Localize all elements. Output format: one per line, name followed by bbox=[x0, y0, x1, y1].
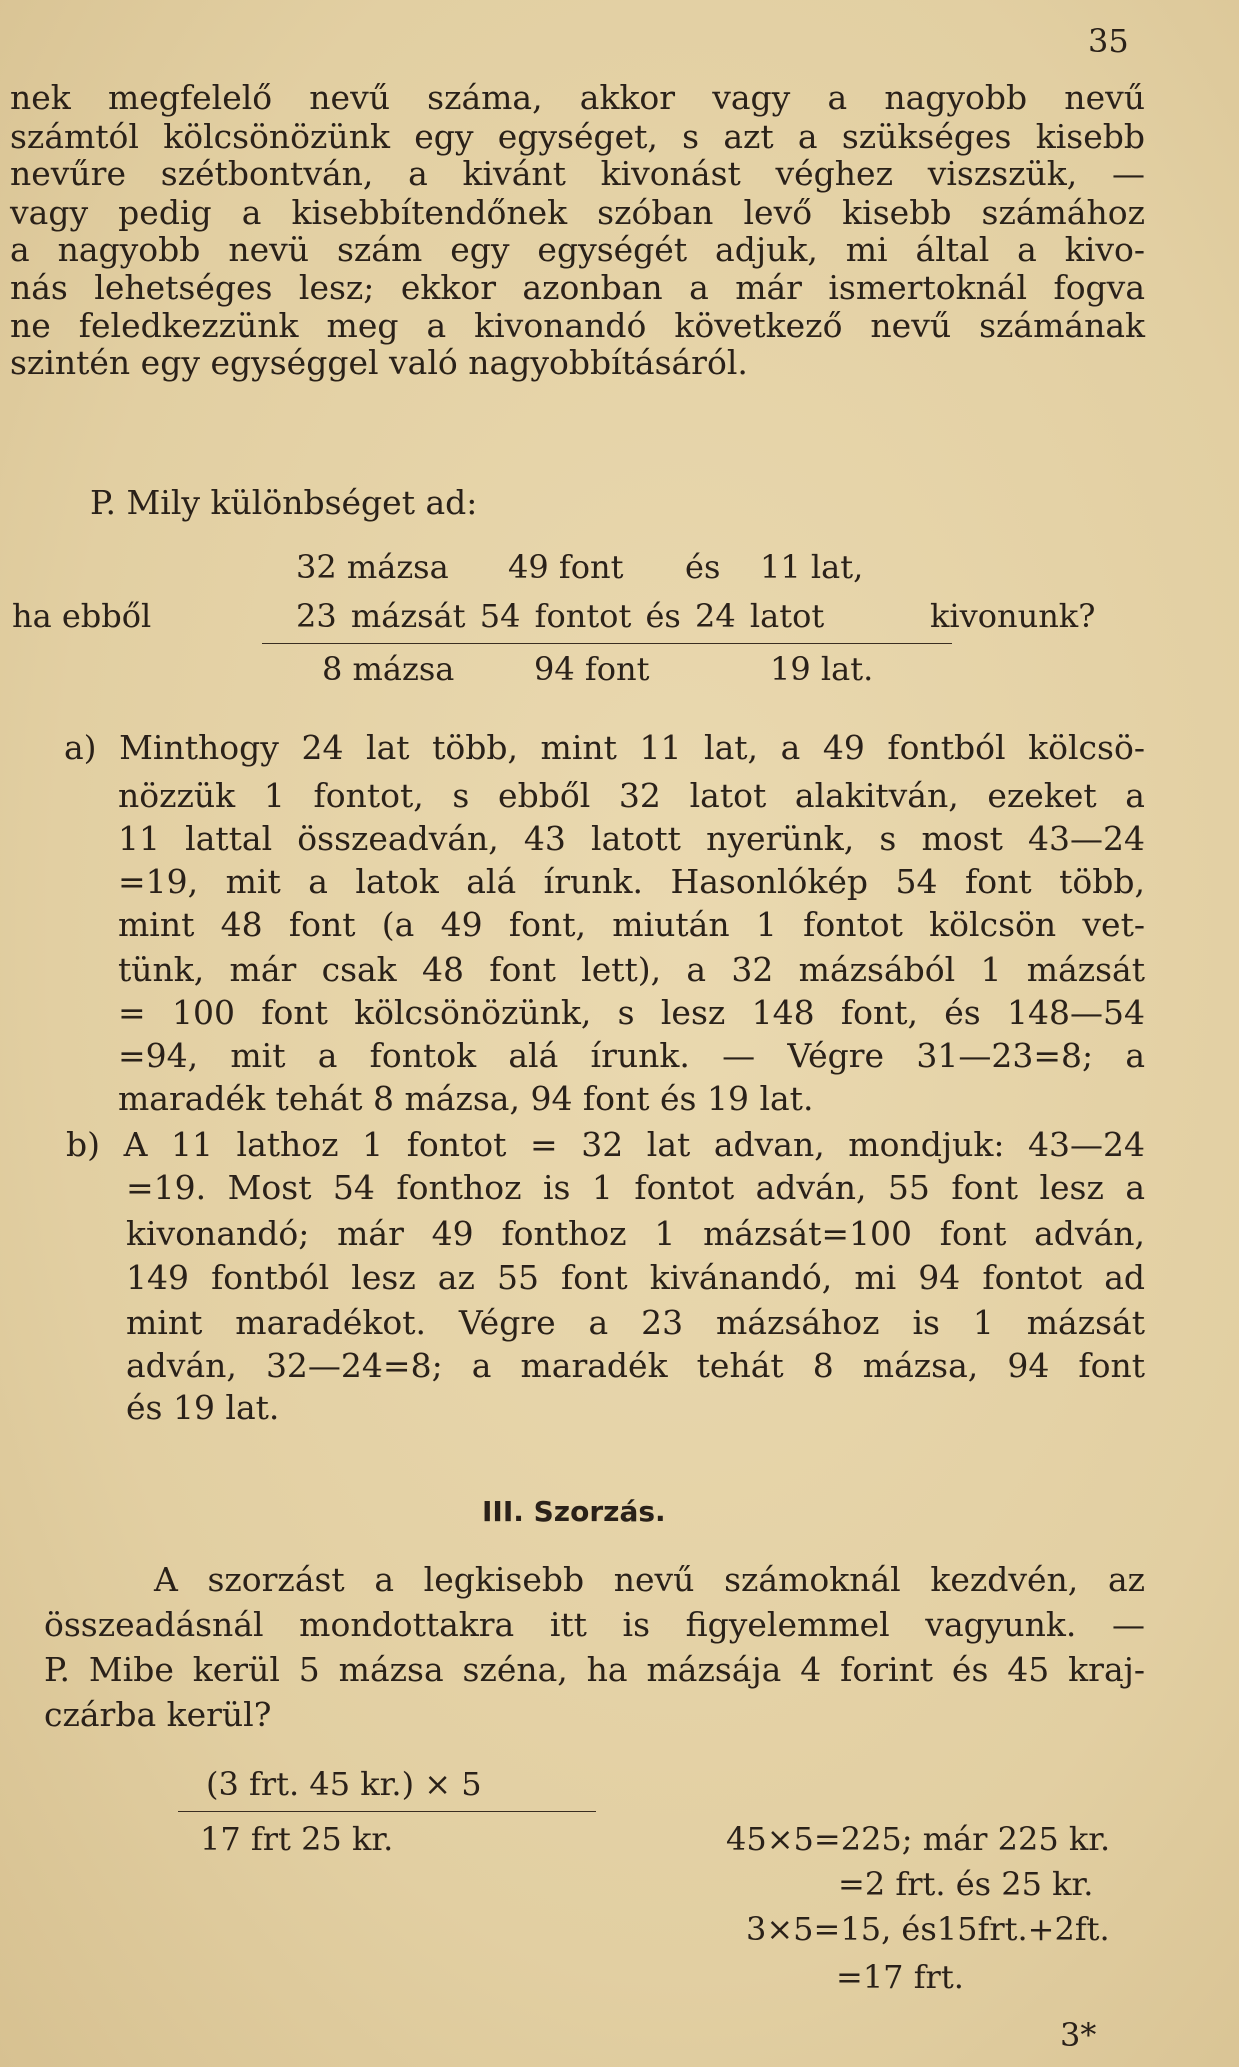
text-line: tünk, már csak 48 font lett), a 32 mázsából 1 mázsát bbox=[118, 950, 1145, 989]
text-line: maradék tehát 8 mázsa, 94 font és 19 lat. bbox=[118, 1079, 814, 1118]
result-lat: 19 lat. bbox=[770, 650, 874, 688]
text-line: számtól kölcsönözünk egy egységet, s azt a szükséges kisebb bbox=[10, 117, 1145, 156]
subtraction-rule bbox=[262, 643, 952, 644]
subtraction-row-2: 23 mázsát 54 fontot és 24 latot bbox=[296, 597, 825, 635]
text-line: adván, 32—24=8; a maradék tehát 8 mázsa, 94 font bbox=[126, 1346, 1145, 1385]
text-line: P. Mibe kerül 5 mázsa széna, ha mázsája 4 forint és 45 kraj- bbox=[44, 1650, 1145, 1689]
text-line: b) A 11 lathoz 1 fontot = 32 lat advan, mondjuk: 43—24 bbox=[66, 1125, 1145, 1164]
subtraction-result bbox=[0, 650, 1239, 690]
subtraction-row-1 bbox=[0, 548, 1239, 588]
text-line: és 19 lat. bbox=[126, 1388, 280, 1427]
text-line: =19, mit a latok alá írunk. Hasonlókép 54 font több, bbox=[118, 862, 1145, 901]
text-line: nevűre szétbontván, a kivánt kivonást véghez viszszük, — bbox=[10, 154, 1145, 193]
calc-rule bbox=[178, 1811, 596, 1812]
text-line: szintén egy egységgel való nagyobbításáról. bbox=[10, 343, 748, 382]
problem-question: P. Mily különbséget ad: bbox=[90, 483, 478, 522]
text-line: nás lehetséges lesz; ekkor azonban a már ismertoknál fogva bbox=[10, 268, 1145, 307]
result-quantity: 8 mázsa bbox=[322, 650, 455, 688]
text-line: kivonandó; már 49 fonthoz 1 mázsát=100 font adván, bbox=[126, 1214, 1145, 1253]
row1-lat: 11 lat, bbox=[760, 548, 864, 586]
calc-result: 17 frt 25 kr. bbox=[200, 1820, 394, 1858]
text-line: nözzük 1 fontot, s ebből 32 latot alakitván, ezeket a bbox=[118, 776, 1145, 815]
calc-note-3: 3×5=15, és15frt.+2ft. bbox=[746, 1910, 1110, 1948]
text-line: 11 lattal összeadván, 43 latott nyerünk, s most 43—24 bbox=[118, 819, 1145, 858]
calc-note-1: 45×5=225; már 225 kr. bbox=[726, 1820, 1111, 1858]
text-line: = 100 font kölcsönözünk, s lesz 148 font, és 148—54 bbox=[118, 993, 1145, 1032]
calc-note-4: =17 frt. bbox=[836, 1958, 964, 1996]
text-line: =19. Most 54 fonthoz is 1 fontot adván, 55 font lesz a bbox=[126, 1168, 1145, 1207]
result-font: 94 font bbox=[534, 650, 650, 688]
subtraction-row-2-prefix: ha ebből bbox=[12, 597, 152, 635]
text-line: czárba kerül? bbox=[44, 1695, 272, 1734]
text-line: a) Minthogy 24 lat több, mint 11 lat, a 49 fontból kölcsö- bbox=[64, 728, 1145, 767]
text-line: ne feledkezzünk meg a kivonandó következő nevű számának bbox=[10, 306, 1145, 345]
section-heading: III. Szorzás. bbox=[482, 1495, 666, 1528]
text-line: mint 48 font (a 49 font, miután 1 fontot kölcsön vet- bbox=[118, 905, 1145, 944]
row1-quantity: 32 mázsa bbox=[296, 548, 449, 586]
subtraction-row-2-suffix: kivonunk? bbox=[930, 597, 1096, 635]
text-line: =94, mit a fontok alá írunk. — Végre 31—23=8; a bbox=[118, 1036, 1145, 1075]
text-line: a nagyobb nevü szám egy egységét adjuk, mi által a kivo- bbox=[10, 230, 1145, 269]
text-line: nek megfelelő nevű száma, akkor vagy a nagyobb nevű bbox=[10, 78, 1145, 117]
calc-top: (3 frt. 45 kr.) × 5 bbox=[206, 1765, 482, 1803]
text-line: mint maradékot. Végre a 23 mázsához is 1 mázsát bbox=[126, 1303, 1145, 1342]
row1-font: 49 font bbox=[508, 548, 624, 586]
row1-and: és bbox=[685, 548, 721, 586]
signature-mark: 3* bbox=[1060, 2016, 1097, 2054]
text-line: 149 fontból lesz az 55 font kivánandó, mi 94 fontot ad bbox=[126, 1258, 1145, 1297]
calc-note-2: =2 frt. és 25 kr. bbox=[838, 1865, 1094, 1903]
text-line: összeadásnál mondottakra itt is figyelemmel vagyunk. — bbox=[44, 1605, 1145, 1644]
text-line: vagy pedig a kisebbítendőnek szóban levő kisebb számához bbox=[10, 193, 1145, 232]
page-number: 35 bbox=[1088, 22, 1129, 60]
text-line: A szorzást a legkisebb nevű számoknál kezdvén, az bbox=[154, 1560, 1145, 1599]
